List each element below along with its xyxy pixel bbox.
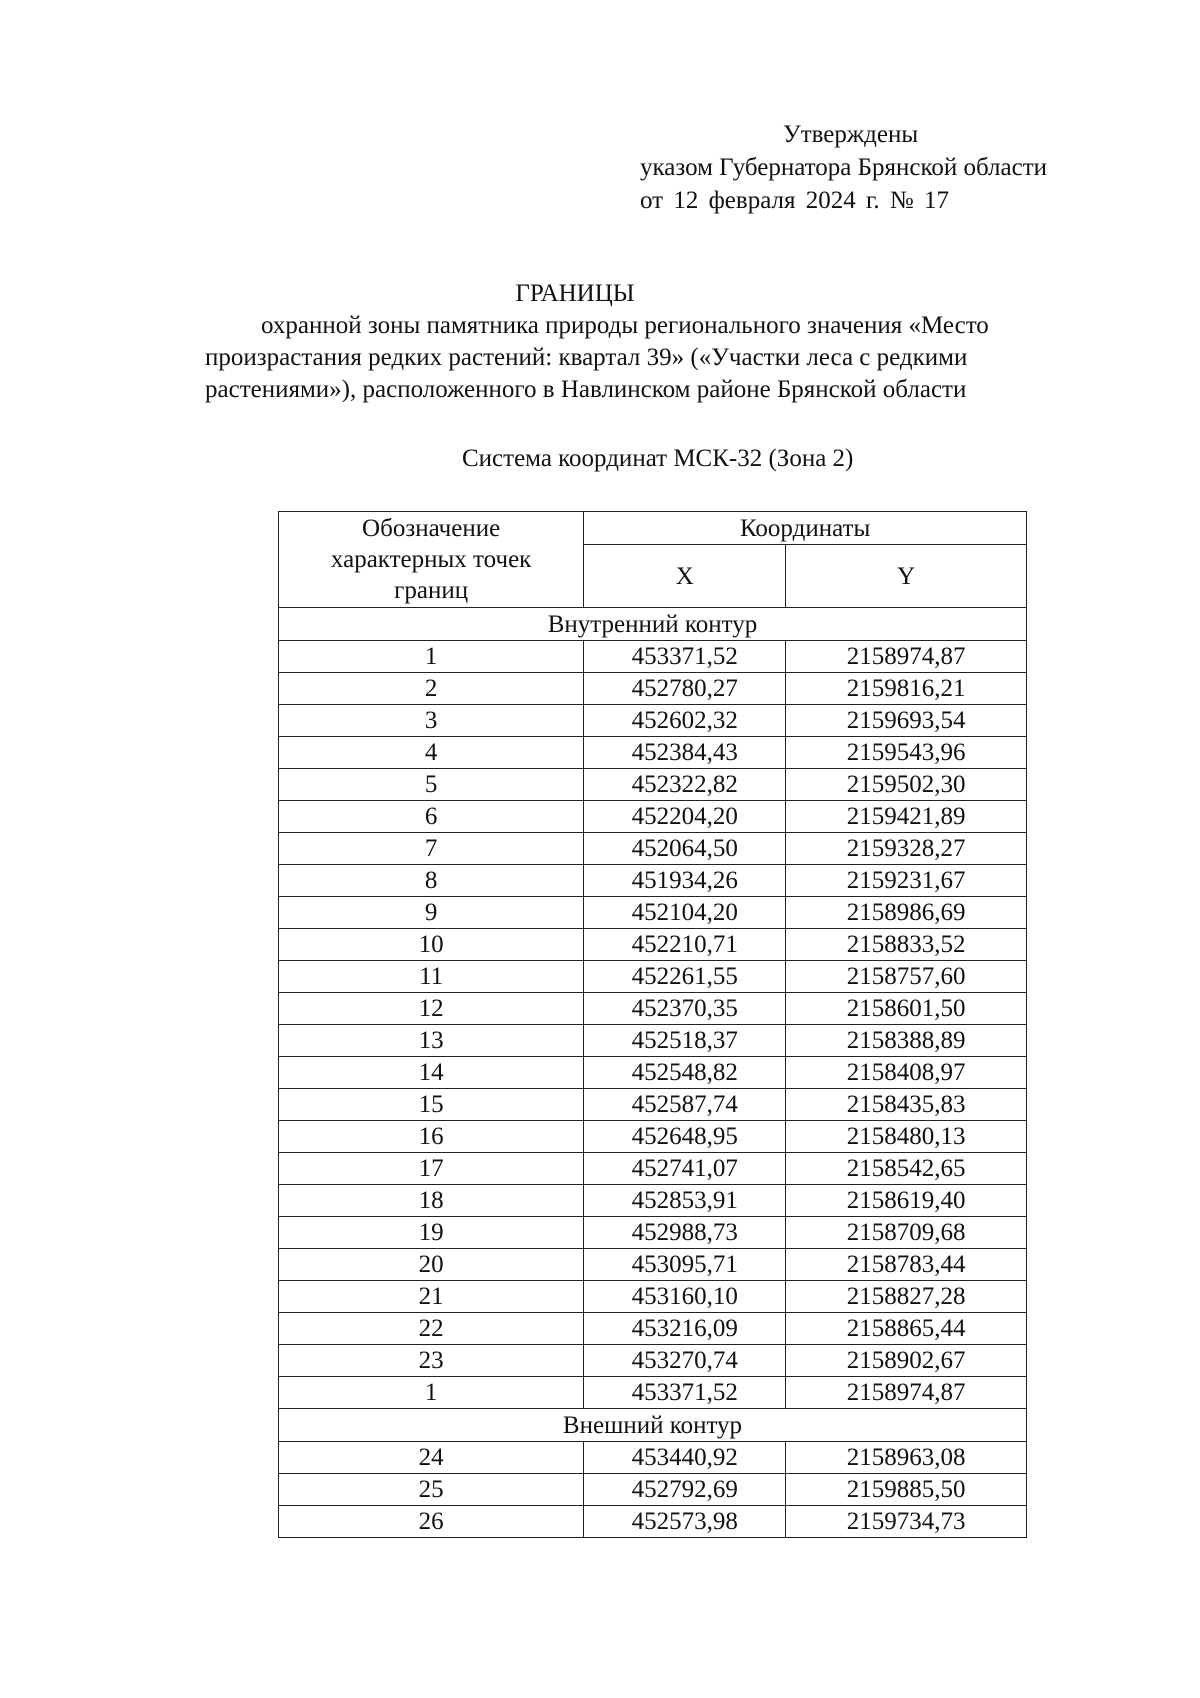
x-cell: 453371,52	[584, 1377, 786, 1409]
x-cell: 453160,10	[584, 1281, 786, 1313]
table-row	[279, 801, 1027, 833]
table-row	[279, 1506, 1027, 1538]
table-row	[279, 673, 1027, 705]
table-row	[279, 1089, 1027, 1121]
table-row	[279, 1057, 1027, 1089]
point-cell: 1	[279, 641, 584, 673]
y-cell: 2158833,52	[786, 929, 1027, 961]
title-line-3: растениями»), расположенного в Навлинском районе Брянской области	[205, 376, 967, 403]
y-cell: 2158757,60	[786, 961, 1027, 993]
point-cell: 19	[279, 1217, 584, 1249]
title-heading: ГРАНИЦЫ	[515, 280, 635, 307]
x-cell: 452104,20	[584, 897, 786, 929]
table-row	[279, 1185, 1027, 1217]
table-row	[279, 769, 1027, 801]
table-row	[279, 1442, 1027, 1474]
x-cell: 452648,95	[584, 1121, 786, 1153]
point-cell: 18	[279, 1185, 584, 1217]
x-cell: 452988,73	[584, 1217, 786, 1249]
y-cell: 2159734,73	[786, 1506, 1027, 1538]
point-cell: 4	[279, 737, 584, 769]
y-cell: 2158480,13	[786, 1121, 1027, 1153]
y-cell: 2158542,65	[786, 1153, 1027, 1185]
x-cell: 452384,43	[584, 737, 786, 769]
point-cell: 1	[279, 1377, 584, 1409]
table-row	[279, 929, 1027, 961]
x-cell: 452261,55	[584, 961, 786, 993]
x-cell: 453095,71	[584, 1249, 786, 1281]
table-row	[279, 993, 1027, 1025]
point-cell: 24	[279, 1442, 584, 1474]
x-cell: 452322,82	[584, 769, 786, 801]
x-cell: 452370,35	[584, 993, 786, 1025]
point-cell: 13	[279, 1025, 584, 1057]
point-cell: 21	[279, 1281, 584, 1313]
point-cell: 14	[279, 1057, 584, 1089]
table-row	[279, 641, 1027, 673]
point-cell: 2	[279, 673, 584, 705]
table-row	[279, 833, 1027, 865]
y-cell: 2158783,44	[786, 1249, 1027, 1281]
coordinates-table-body	[279, 608, 1027, 1538]
table-row	[279, 1249, 1027, 1281]
designation-header-line-1: Обозначение	[362, 515, 501, 542]
y-cell: 2159543,96	[786, 737, 1027, 769]
coordinate-system-label: Система координат МСК-32 (Зона 2)	[462, 445, 854, 472]
point-cell: 6	[279, 801, 584, 833]
title-line-1: охранной зоны памятника природы регионального значения «Место	[261, 312, 989, 339]
x-cell: 453371,52	[584, 641, 786, 673]
y-cell: 2159421,89	[786, 801, 1027, 833]
y-cell: 2158974,87	[786, 1377, 1027, 1409]
x-cell: 452587,74	[584, 1089, 786, 1121]
point-cell: 8	[279, 865, 584, 897]
y-cell: 2158601,50	[786, 993, 1027, 1025]
table-row	[279, 705, 1027, 737]
section-inner-contour-label: Внутренний контур	[279, 608, 1027, 641]
x-cell: 452741,07	[584, 1153, 786, 1185]
y-cell: 2158974,87	[786, 641, 1027, 673]
table-row	[279, 1217, 1027, 1249]
table-row	[279, 737, 1027, 769]
point-cell: 17	[279, 1153, 584, 1185]
x-cell: 452210,71	[584, 929, 786, 961]
y-cell: 2159816,21	[786, 673, 1027, 705]
y-cell: 2158408,97	[786, 1057, 1027, 1089]
point-cell: 11	[279, 961, 584, 993]
coordinates-table	[278, 511, 1027, 1538]
x-cell: 452064,50	[584, 833, 786, 865]
x-cell: 453440,92	[584, 1442, 786, 1474]
point-cell: 23	[279, 1345, 584, 1377]
y-cell: 2159693,54	[786, 705, 1027, 737]
x-cell: 453270,74	[584, 1345, 786, 1377]
table-row	[279, 1345, 1027, 1377]
table-row	[279, 897, 1027, 929]
table-row	[279, 1121, 1027, 1153]
designation-header	[279, 512, 584, 608]
x-cell: 452853,91	[584, 1185, 786, 1217]
point-cell: 25	[279, 1474, 584, 1506]
approval-line-2: указом Губернатора Брянской области	[640, 154, 1048, 181]
y-cell: 2158827,28	[786, 1281, 1027, 1313]
point-cell: 3	[279, 705, 584, 737]
point-cell: 5	[279, 769, 584, 801]
point-cell: 10	[279, 929, 584, 961]
table-row	[279, 1377, 1027, 1409]
y-cell: 2158986,69	[786, 897, 1027, 929]
x-cell: 452518,37	[584, 1025, 786, 1057]
y-cell: 2158902,67	[786, 1345, 1027, 1377]
designation-header-line-2: характерных точек	[330, 546, 532, 573]
table-row	[279, 1025, 1027, 1057]
y-cell: 2158619,40	[786, 1185, 1027, 1217]
table-row	[279, 1153, 1027, 1185]
table-row	[279, 1313, 1027, 1345]
point-cell: 22	[279, 1313, 584, 1345]
point-cell: 20	[279, 1249, 584, 1281]
section-outer-contour-label: Внешний контур	[279, 1409, 1027, 1442]
x-cell: 452780,27	[584, 673, 786, 705]
document-title	[205, 278, 1105, 406]
x-cell: 452602,32	[584, 705, 786, 737]
table-row	[279, 1474, 1027, 1506]
coordinates-header: Координаты	[584, 512, 1027, 545]
x-header: X	[584, 545, 786, 608]
approval-block	[640, 118, 1047, 217]
point-cell: 26	[279, 1506, 584, 1538]
approval-line-1: Утверждены	[783, 121, 919, 148]
point-cell: 12	[279, 993, 584, 1025]
table-row	[279, 865, 1027, 897]
title-line-2: произрастания редких растений: квартал 39» («Участки леса с редкими	[205, 344, 968, 371]
x-cell: 452204,20	[584, 801, 786, 833]
x-cell: 452573,98	[584, 1506, 786, 1538]
y-header: Y	[786, 545, 1027, 608]
y-cell: 2159328,27	[786, 833, 1027, 865]
x-cell: 453216,09	[584, 1313, 786, 1345]
table-row	[279, 961, 1027, 993]
y-cell: 2159502,30	[786, 769, 1027, 801]
point-cell: 16	[279, 1121, 584, 1153]
designation-header-line-3: границ	[394, 577, 469, 604]
table-row	[279, 1281, 1027, 1313]
x-cell: 451934,26	[584, 865, 786, 897]
x-cell: 452548,82	[584, 1057, 786, 1089]
x-cell: 452792,69	[584, 1474, 786, 1506]
section-inner-contour	[279, 608, 1027, 641]
y-cell: 2158865,44	[786, 1313, 1027, 1345]
point-cell: 9	[279, 897, 584, 929]
approval-line-3: от 12 февраля 2024 г. № 17	[640, 187, 950, 214]
point-cell: 15	[279, 1089, 584, 1121]
y-cell: 2158435,83	[786, 1089, 1027, 1121]
y-cell: 2159885,50	[786, 1474, 1027, 1506]
y-cell: 2158388,89	[786, 1025, 1027, 1057]
y-cell: 2158709,68	[786, 1217, 1027, 1249]
y-cell: 2158963,08	[786, 1442, 1027, 1474]
section-outer-contour	[279, 1409, 1027, 1442]
point-cell: 7	[279, 833, 584, 865]
y-cell: 2159231,67	[786, 865, 1027, 897]
